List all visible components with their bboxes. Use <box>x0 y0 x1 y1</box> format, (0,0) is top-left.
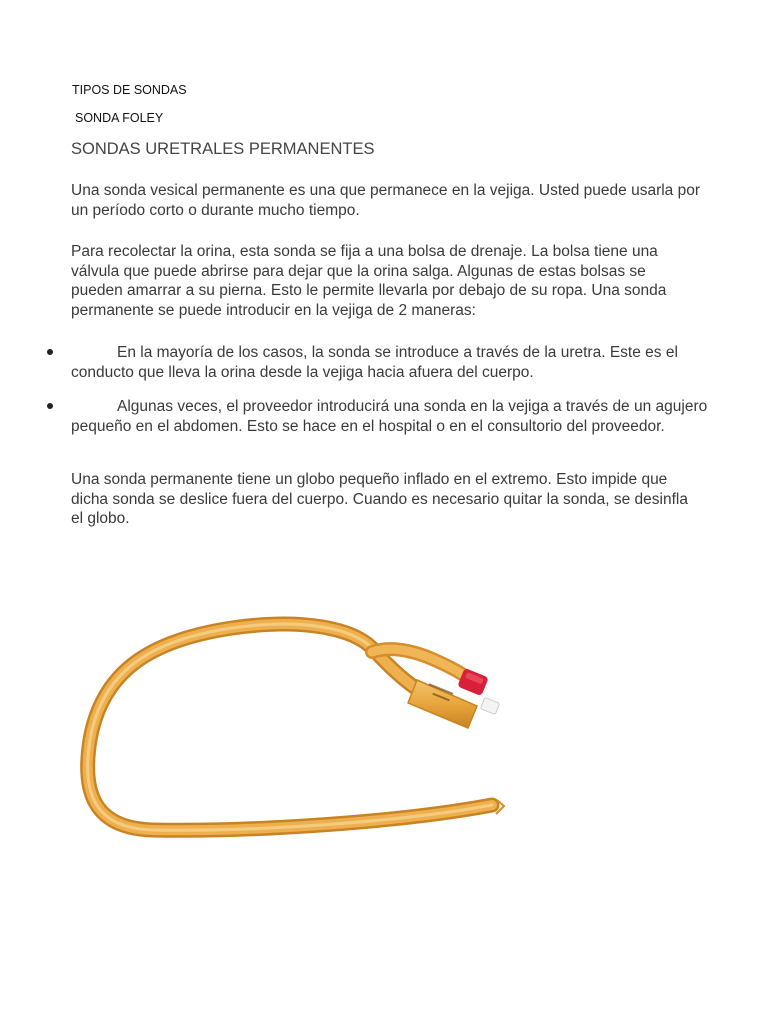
paragraph-drainage: Para recolectar la orina, esta sonda se fija a una bolsa de drenaje. La bolsa tiene una válvula que puede abrirse para dejar que la orina salga. Algunas de estas bolsas se pueden amarrar a su pierna. Esto le permite llevarla por debajo de su ropa. Una sonda permanente se puede introducir en la vejiga de 2 maneras: <box>71 243 667 319</box>
section-title: SONDAS URETRALES PERMANENTES <box>71 140 375 158</box>
heading-sonda-foley: SONDA FOLEY <box>75 111 164 125</box>
bullet-text-abdomen: Algunas veces, el proveedor introducirá una sonda en la vejiga a través de un agujero pequeño en el abdomen. Esto se hace en el hospital o en el consultorio del proveedor. <box>71 398 708 435</box>
paragraph-globo: Una sonda permanente tiene un globo pequeño inflado en el extremo. Esto impide que dicha sonda se deslice fuera del cuerpo. Cuando es necesario quitar la sonda, se desinfla el globo. <box>71 471 688 527</box>
bullet-item-uretra <box>71 343 711 382</box>
bullet-text-uretra: En la mayoría de los casos, la sonda se introduce a través de la uretra. Este es el conducto que lleva la orina desde la vejiga hacia afuera del cuerpo. <box>71 344 678 381</box>
bullet-item-abdomen <box>71 397 711 436</box>
foley-catheter-image <box>72 600 522 880</box>
paragraph-intro: Una sonda vesical permanente es una que permanece en la vejiga. Usted puede usarla por un período corto o durante mucho tiempo. <box>71 182 701 219</box>
bullet-dot <box>47 403 53 409</box>
bullet-dot <box>47 349 53 355</box>
heading-tipos-de-sondas: TIPOS DE SONDAS <box>72 83 187 97</box>
